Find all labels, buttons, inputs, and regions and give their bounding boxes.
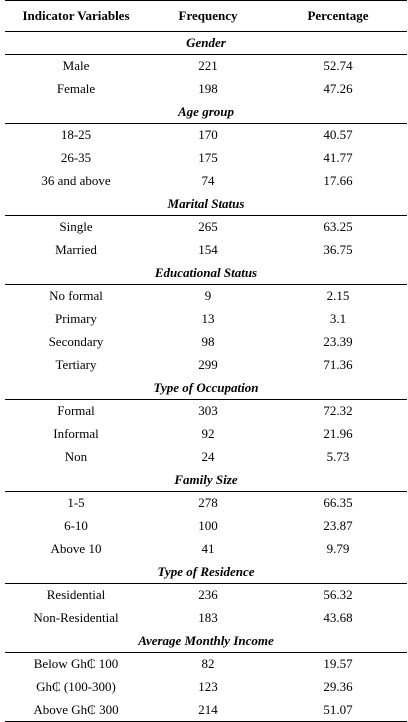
table-row [5, 170, 407, 193]
section-header-row [5, 32, 407, 55]
section-header-row [5, 561, 407, 584]
section-title: Type of Residence [5, 561, 407, 584]
indicator-cell: 26-35 [60, 150, 92, 165]
indicator-cell: Formal [57, 403, 95, 419]
percentage-cell: 9.79 [326, 541, 350, 556]
header-indicator-variables: Indicator Variables [5, 1, 147, 32]
table-row [5, 55, 407, 78]
frequency-cell: 24 [201, 449, 215, 464]
table-row [5, 239, 407, 262]
section-title: Type of Occupation [5, 377, 407, 400]
percentage-cell: 41.77 [323, 150, 353, 165]
frequency-cell: 154 [198, 242, 218, 257]
table-row [5, 538, 407, 561]
table-body [5, 32, 407, 722]
table-row [5, 78, 407, 101]
section-title: Marital Status [5, 193, 407, 216]
frequency-cell: 9 [204, 288, 212, 304]
table-row [5, 147, 407, 170]
percentage-cell: 40.57 [323, 127, 353, 143]
indicator-cell: Tertiary [55, 357, 97, 372]
section-header-row [5, 193, 407, 216]
percentage-cell: 43.68 [323, 610, 353, 625]
indicator-cell: Single [59, 219, 93, 235]
table-row [5, 676, 407, 699]
frequency-cell: 41 [201, 541, 215, 556]
percentage-cell: 52.74 [323, 58, 353, 74]
table-row [5, 331, 407, 354]
section-header-row [5, 101, 407, 124]
section-title: Age group [5, 101, 407, 124]
frequency-cell: 236 [198, 587, 218, 603]
percentage-cell: 3.1 [329, 311, 347, 326]
table-row [5, 124, 407, 147]
percentage-cell: 19.57 [323, 656, 353, 672]
indicator-cell: Secondary [48, 334, 104, 349]
indicator-cell: Residential [46, 587, 106, 603]
frequency-cell: 265 [198, 219, 218, 235]
indicator-cell: Non-Residential [33, 610, 119, 625]
percentage-cell: 71.36 [323, 357, 353, 372]
table-row [5, 653, 407, 676]
indicator-cell: 6-10 [64, 518, 88, 533]
indicator-cell: No formal [49, 288, 103, 304]
frequency-cell: 13 [201, 311, 215, 326]
table-row [5, 607, 407, 630]
percentage-cell: 21.96 [323, 426, 353, 441]
frequency-cell: 123 [198, 679, 218, 694]
header-percentage: Percentage [269, 1, 407, 32]
frequency-cell: 175 [198, 150, 218, 165]
frequency-cell: 92 [201, 426, 215, 441]
indicator-cell: Gh₵ (100-300) [36, 679, 116, 694]
header-row [5, 1, 407, 32]
indicator-cell: Primary [55, 311, 97, 326]
frequency-cell: 74 [201, 173, 215, 188]
table-row [5, 354, 407, 377]
table-row [5, 285, 407, 308]
frequency-cell: 198 [198, 81, 218, 96]
indicator-cell: Male [62, 58, 90, 74]
table-row [5, 308, 407, 331]
frequency-cell: 303 [198, 403, 218, 419]
frequency-cell: 100 [198, 518, 218, 533]
indicator-cell: Informal [53, 426, 99, 441]
section-title: Average Monthly Income [5, 630, 407, 653]
frequency-table [5, 0, 407, 722]
table-row [5, 400, 407, 423]
frequency-cell: 214 [147, 699, 269, 722]
indicator-cell: Above 10 [50, 541, 102, 556]
frequency-cell: 299 [198, 357, 218, 372]
percentage-cell: 56.32 [323, 587, 353, 603]
indicator-cell: 18-25 [60, 127, 92, 143]
percentage-cell: 2.15 [326, 288, 350, 304]
frequency-cell: 170 [198, 127, 218, 143]
header-frequency: Frequency [147, 1, 269, 32]
percentage-cell: 23.87 [323, 518, 353, 533]
frequency-cell: 221 [198, 58, 218, 74]
table-row [5, 216, 407, 239]
indicator-cell: 36 and above [41, 173, 111, 188]
table-row [5, 446, 407, 469]
indicator-cell: Above Gh₵ 300 [5, 699, 147, 722]
percentage-cell: 66.35 [323, 495, 353, 511]
percentage-cell: 72.32 [323, 403, 353, 419]
frequency-cell: 278 [198, 495, 218, 511]
percentage-cell: 47.26 [323, 81, 353, 96]
frequency-cell: 183 [198, 610, 218, 625]
table-header [5, 1, 407, 32]
indicator-cell: Married [55, 242, 97, 257]
table-row [5, 584, 407, 607]
table-row [5, 423, 407, 446]
indicator-cell: Below Gh₵ 100 [33, 656, 119, 672]
table-row [5, 492, 407, 515]
indicator-cell: 1-5 [67, 495, 85, 511]
percentage-cell: 17.66 [323, 173, 353, 188]
section-header-row [5, 262, 407, 285]
table-row [5, 515, 407, 538]
percentage-cell: 51.07 [269, 699, 407, 722]
section-header-row [5, 630, 407, 653]
percentage-cell: 23.39 [323, 334, 353, 349]
section-title: Family Size [5, 469, 407, 492]
percentage-cell: 29.36 [323, 679, 353, 694]
section-title: Educational Status [5, 262, 407, 285]
percentage-cell: 36.75 [323, 242, 353, 257]
table-row [5, 699, 407, 722]
section-header-row [5, 377, 407, 400]
frequency-cell: 82 [201, 656, 215, 672]
percentage-cell: 63.25 [323, 219, 353, 235]
frequency-cell: 98 [201, 334, 215, 349]
indicator-cell: Female [56, 81, 96, 96]
percentage-cell: 5.73 [326, 449, 350, 464]
section-title: Gender [5, 32, 407, 55]
indicator-cell: Non [64, 449, 88, 464]
section-header-row [5, 469, 407, 492]
